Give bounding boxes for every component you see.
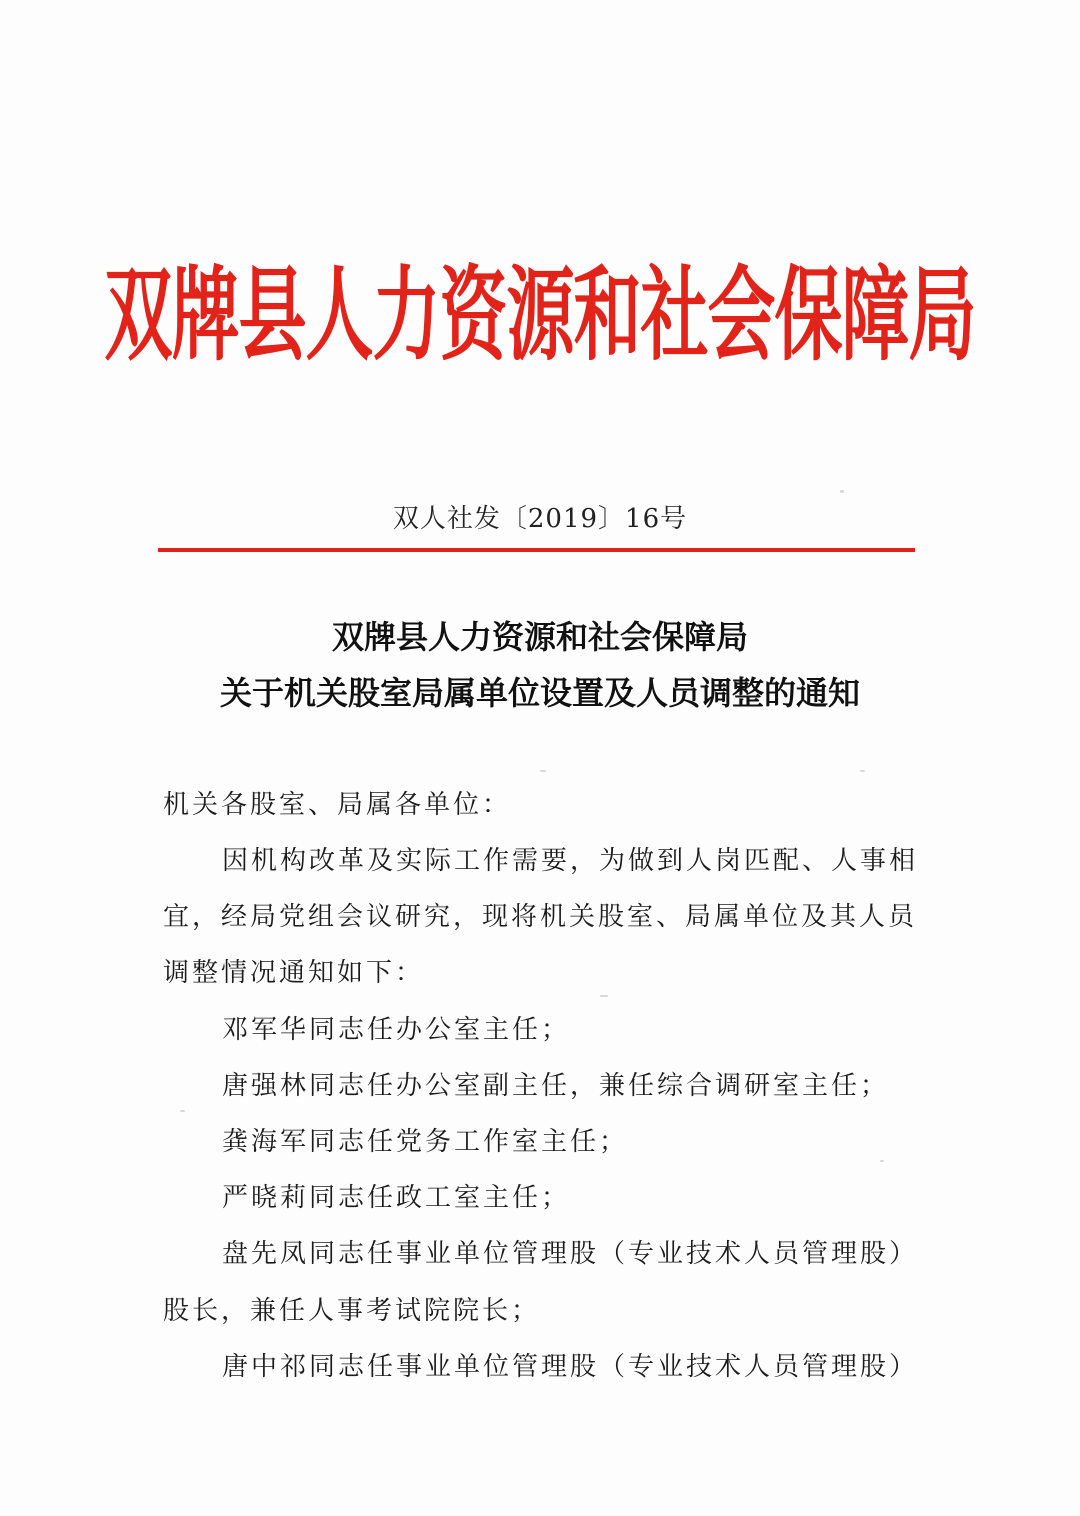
- scan-speck: [840, 490, 844, 493]
- scan-speck: [880, 1160, 884, 1162]
- red-masthead: 双牌县人力资源和社会保障局: [104, 256, 976, 376]
- document-title-line-2: 关于机关股室局属单位设置及人员调整的通知: [219, 674, 860, 712]
- appointment-5-line-2: 股长，兼任人事考试院院长；: [163, 1296, 541, 1326]
- scan-speck: [600, 995, 608, 997]
- appointment-3: 龚海军同志任党务工作室主任；: [222, 1127, 629, 1157]
- scan-speck: [180, 1110, 185, 1112]
- scan-speck: [540, 770, 546, 772]
- document-number: 双人社发〔2019〕16号: [392, 504, 688, 534]
- appointment-6-line-1: 唐中祁同志任事业单位管理股（专业技术人员管理股）: [222, 1352, 919, 1382]
- salutation: 机关各股室、局属各单位：: [163, 790, 512, 820]
- intro-paragraph-line-3: 调整情况通知如下：: [163, 958, 425, 988]
- appointment-5-line-1: 盘先凤同志任事业单位管理股（专业技术人员管理股）: [222, 1239, 919, 1269]
- appointment-1: 邓军华同志任办公室主任；: [222, 1015, 571, 1045]
- appointment-2: 唐强林同志任办公室副主任，兼任综合调研室主任；: [222, 1071, 890, 1101]
- scan-speck: [860, 770, 865, 772]
- intro-paragraph-line-1: 因机构改革及实际工作需要，为做到人岗匹配、人事相: [222, 846, 919, 876]
- document-title-line-1: 双牌县人力资源和社会保障局: [331, 618, 748, 656]
- appointment-4: 严晓莉同志任政工室主任；: [222, 1183, 571, 1213]
- red-divider-line: [158, 548, 915, 552]
- intro-paragraph-line-2: 宜，经局党组会议研究，现将机关股室、局属单位及其人员: [163, 902, 918, 932]
